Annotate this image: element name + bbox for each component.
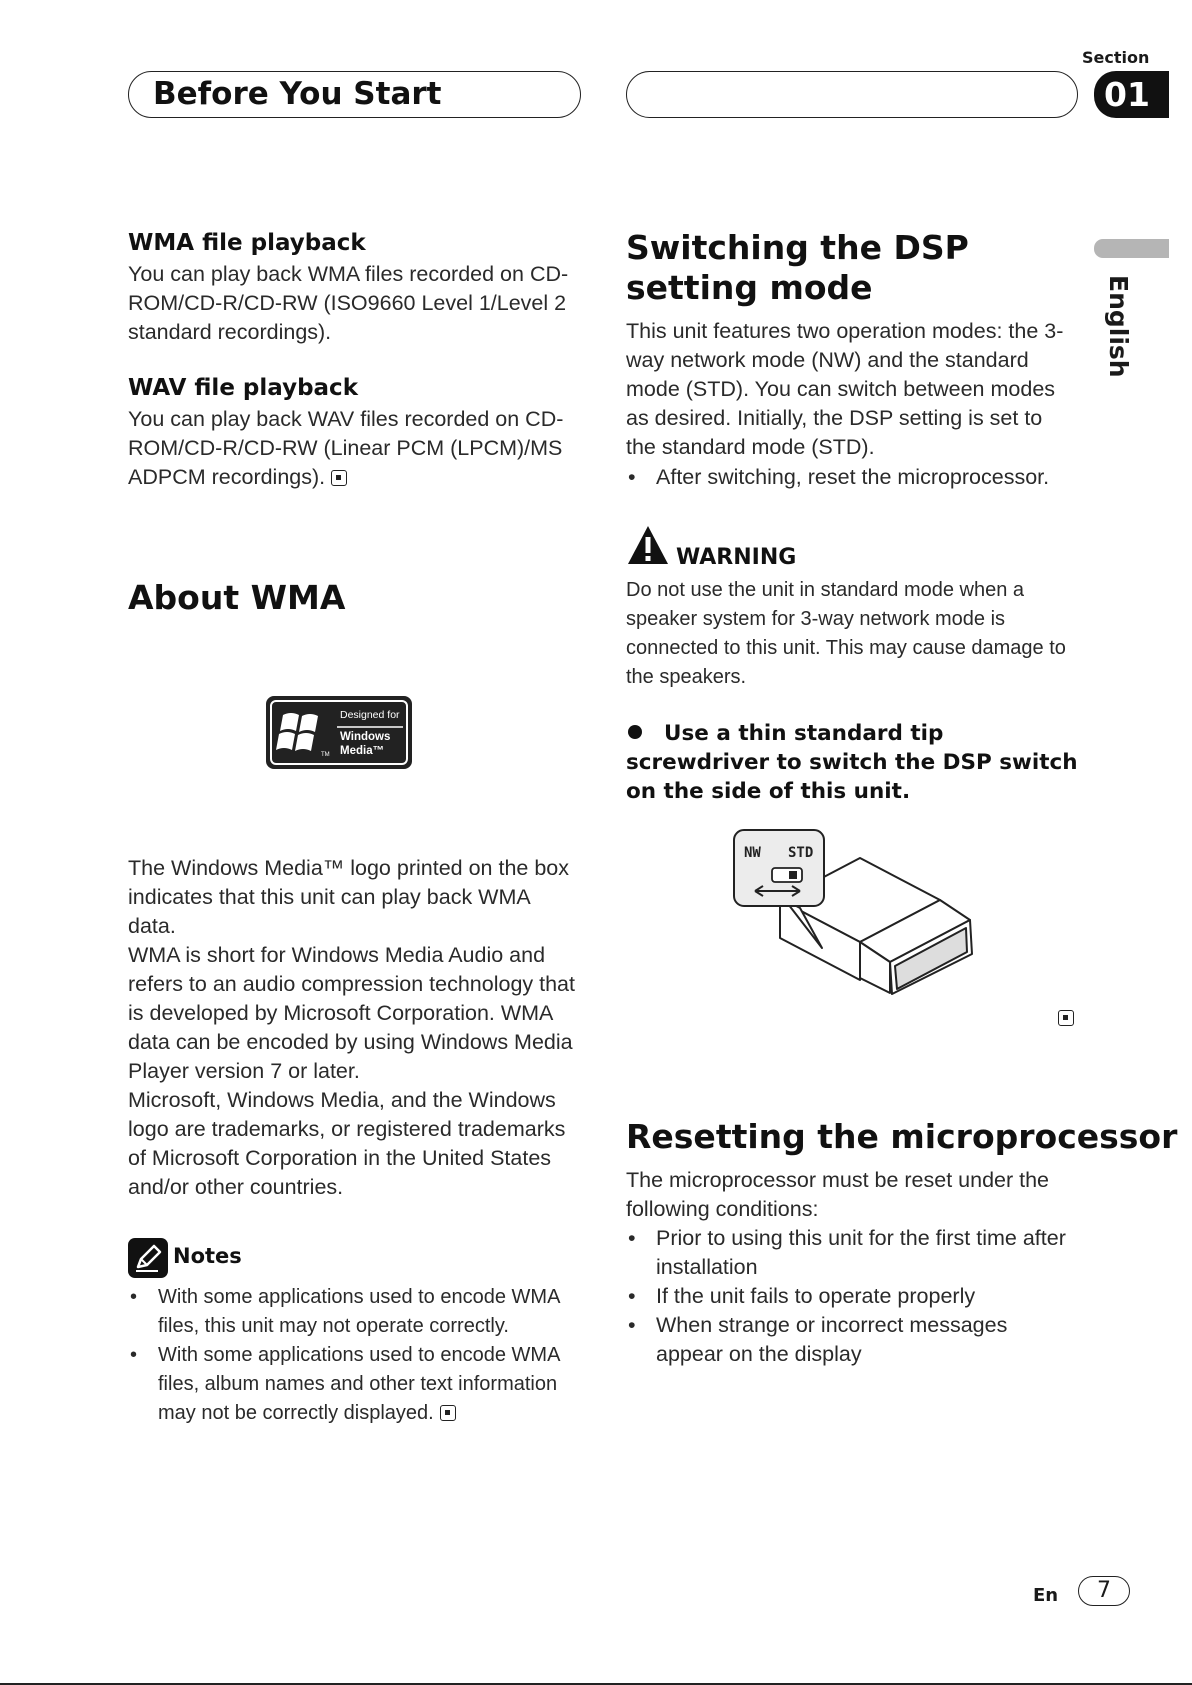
- reset-condition-text: If the unit fails to operate properly: [656, 1284, 976, 1308]
- chapter-subtitle-box: [626, 71, 1078, 118]
- language-tab-label: English: [1104, 275, 1133, 378]
- warning-icon: [626, 524, 670, 566]
- section-end-icon: [331, 470, 347, 486]
- wma-playback-heading: WMA file playback: [128, 230, 366, 256]
- wav-playback-text: You can play back WAV files recorded on CD-ROM/CD-R/CD-RW (Linear PCM (LPCM)/MS ADPCM recordings).: [128, 407, 564, 489]
- logo-windows: Windows: [340, 731, 391, 743]
- list-item: [128, 1341, 588, 1428]
- list-item: [128, 1283, 588, 1341]
- page-number: 7: [1078, 1576, 1130, 1606]
- note-item-text: With some applications used to encode WMA files, this unit may not operate correctly.: [158, 1286, 560, 1337]
- notes-list: [128, 1283, 588, 1428]
- notes-pencil-icon: [128, 1238, 168, 1278]
- warning-text: Do not use the unit in standard mode when a speaker system for 3-way network mode is connected to this unit. This may cause damage to the speakers.: [626, 579, 1066, 688]
- list-item: [626, 1311, 1066, 1369]
- warning-heading: WARNING: [676, 545, 797, 570]
- about-wma-paragraph: The Windows Media™ logo printed on the box indicates that this unit can play back WMA data.: [128, 856, 569, 938]
- about-wma-body: [128, 854, 583, 1202]
- chapter-title-box: [128, 71, 581, 118]
- notes-heading: Notes: [173, 1244, 242, 1268]
- dsp-bullet-list: [626, 463, 1081, 492]
- list-item: [626, 463, 1081, 492]
- language-tab-marker: [1094, 239, 1169, 258]
- list-item: [626, 1282, 1066, 1311]
- note-item-text: With some applications used to encode WMA files, album names and other text information may not be correctly displayed.: [158, 1344, 560, 1424]
- reset-heading: Resetting the microprocessor: [626, 1117, 1178, 1156]
- dsp-switch-diagram: [730, 828, 980, 998]
- switch-label-std: STD: [788, 845, 814, 861]
- dsp-body: This unit features two operation modes: the 3-way network mode (NW) and the standard mode (STD). You can switch between modes as desired. Initially, the DSP setting is set to the standard mode (STD).: [626, 319, 1064, 459]
- logo-media: Media™: [340, 745, 385, 757]
- section-end-icon: [1058, 1010, 1074, 1026]
- about-wma-heading: About WMA: [128, 578, 346, 617]
- logo-tm: TM: [321, 752, 330, 758]
- language-code: En: [1033, 1585, 1059, 1606]
- wma-playback-text: You can play back WMA files recorded on CD-ROM/CD-R/CD-RW (ISO9660 Level 1/Level 2 standard recordings).: [128, 262, 569, 344]
- reset-condition-text: Prior to using this unit for the first time after installation: [656, 1226, 1066, 1279]
- section-end-icon: [440, 1405, 456, 1421]
- section-number-badge: 01: [1094, 71, 1169, 118]
- reset-conditions-list: [626, 1224, 1066, 1369]
- logo-designed-for: Designed for: [340, 709, 400, 721]
- reset-intro: The microprocessor must be reset under the following conditions:: [626, 1168, 1050, 1221]
- dsp-bullet-text: After switching, reset the microprocessor.: [656, 465, 1050, 489]
- wav-playback-heading: WAV file playback: [128, 375, 358, 401]
- chapter-title: Before You Start: [153, 76, 442, 112]
- switch-label-nw: NW: [744, 845, 761, 861]
- dsp-heading: Switching the DSP setting mode: [626, 228, 969, 307]
- reset-condition-text: When strange or incorrect messages appear on the display: [656, 1313, 1008, 1366]
- section-label: Section: [1082, 48, 1150, 67]
- windows-media-logo: [265, 695, 413, 770]
- about-wma-paragraph: Microsoft, Windows Media, and the Windows logo are trademarks, or registered trademarks of Microsoft Corporation in the United States and/or other countries.: [128, 1088, 566, 1199]
- dsp-step-instruction: Use a thin standard tip screwdriver to switch the DSP switch on the side of this unit.: [626, 721, 1078, 804]
- list-item: [626, 1224, 1066, 1282]
- about-wma-paragraph: WMA is short for Windows Media Audio and refers to an audio compression technology that is developed by Microsoft Corporation. WMA data can be encoded by using Windows Media Player version 7 or later.: [128, 943, 575, 1083]
- wav-playback-text-block: [128, 405, 583, 492]
